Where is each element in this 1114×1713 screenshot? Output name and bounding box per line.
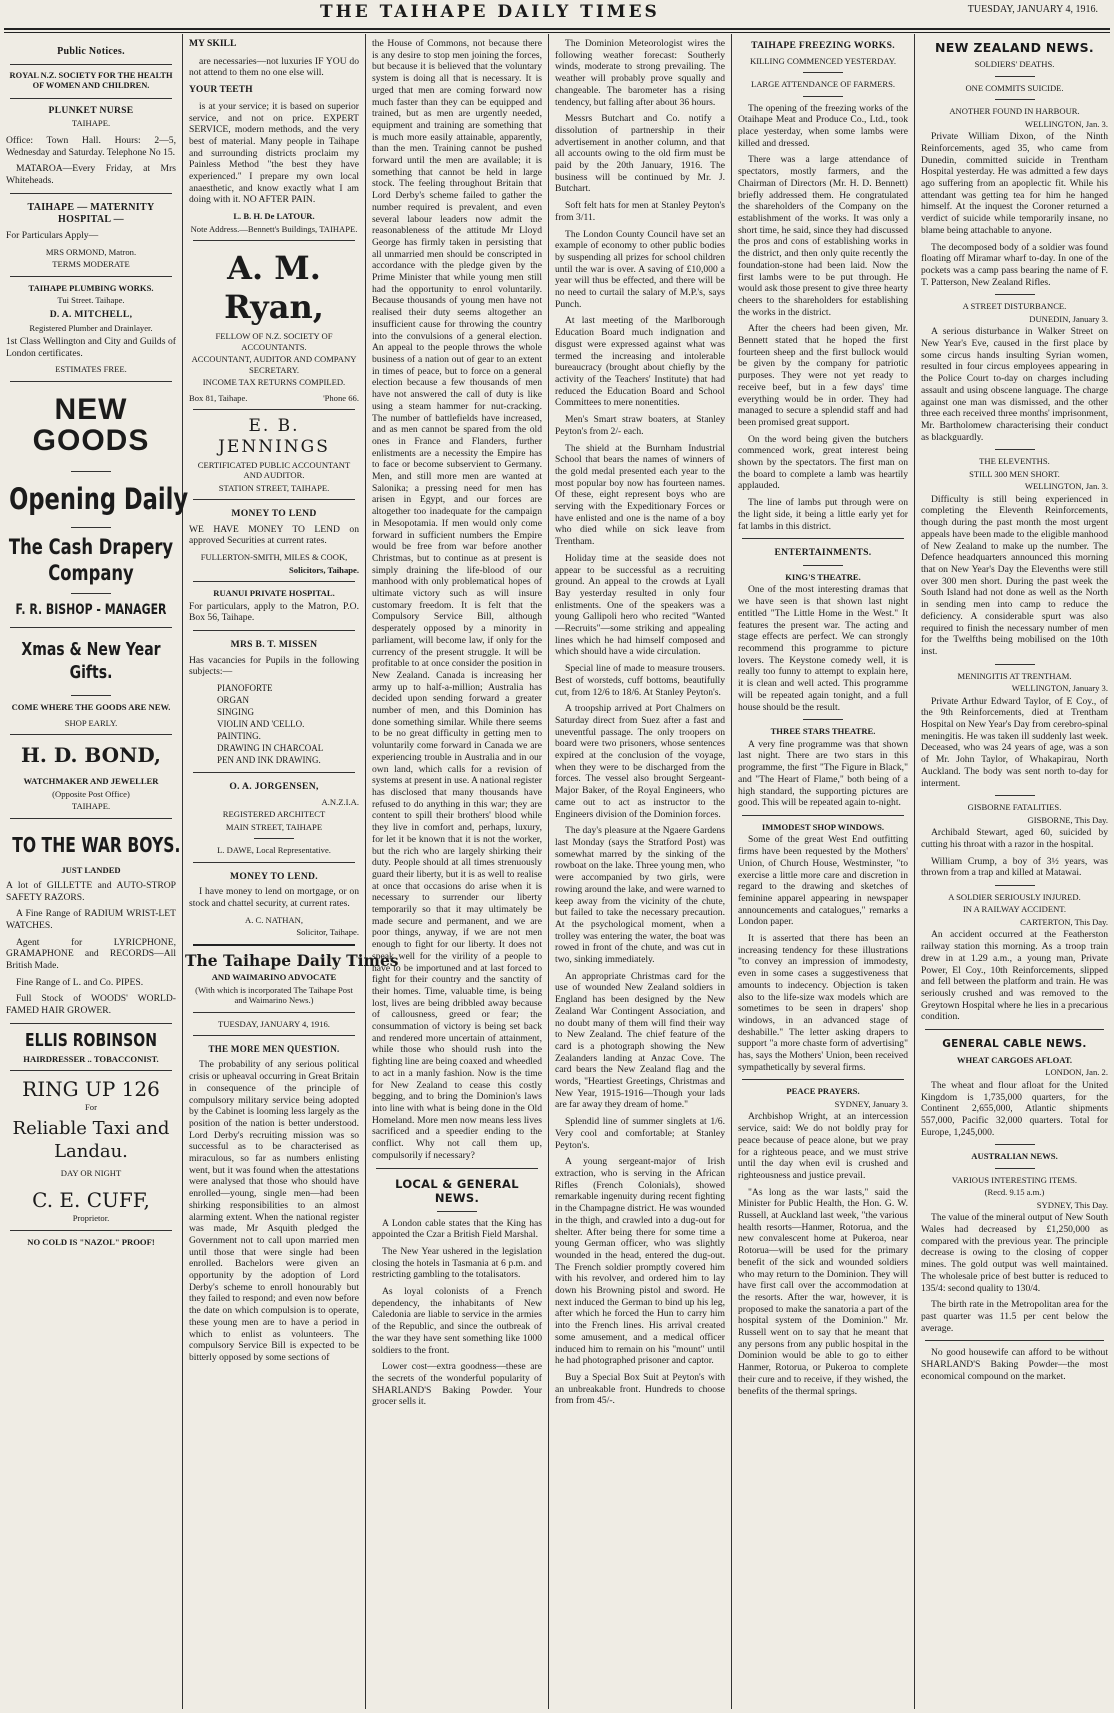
plumbing-registered: Registered Plumber and Drainlayer.	[29, 323, 153, 334]
subject-item: PIANOFORTE	[217, 683, 273, 694]
divider	[10, 1023, 172, 1024]
divider	[10, 818, 172, 819]
divider	[995, 664, 1035, 665]
subject-item: VIOLIN AND 'CELLO.	[217, 718, 305, 729]
teeth-heading: YOUR TEETH	[189, 84, 253, 96]
divider	[437, 1211, 477, 1212]
dateline: WELLINGTON, January 3.	[1011, 683, 1108, 694]
column-1	[6, 38, 189, 1709]
divider	[71, 471, 111, 472]
peace-body-2: "As long as the war lasts," said the Minister for Public Health, the Hon. G. W. Russell, at Auckland last week, "the various health resorts—Hanmer, Rotorua, and the new convalescent home at Pukeroa, near Rotorua—will be used for the primary benefit of the sick and wounded soldiers who may return to the Dominion. They will have first call over the accommodation at the resorts. After the war, however, it is proposed to make the sanatoria a part of the hospital system of the Dominion." Mr. Russell went on to say that he meant that any persons from any public hospital in the Dominion would be able to go to either Hanmer, Rotorua, or Pukeroa to complete their cure and to receive, if they wished, the benefits of the thermal springs.	[738, 1186, 908, 1397]
ryan-box: Box 81, Taihape.	[189, 392, 248, 403]
bond-location: (Opposite Post Office)	[52, 788, 130, 799]
divider	[995, 76, 1035, 77]
column-6	[921, 38, 1108, 1709]
dateline: WELLINGTON, Jan. 3.	[1024, 481, 1108, 492]
divider	[803, 565, 843, 566]
missen-body: Has vacancies for Pupils in the following subjects:—	[189, 654, 359, 678]
masthead	[0, 0, 1114, 30]
freezing-paragraph: The line of lambs put through were on the light side, it being a little early yet for fat lambs in this district.	[738, 497, 908, 532]
freezing-subheading-2: LARGE ATTENDANCE OF FARMERS.	[750, 79, 896, 90]
entertainments-heading: ENTERTAINMENTS.	[774, 547, 872, 559]
local-news-item: Lower cost—extra goodness—these are the secrets of the wonderful popularity of SHARLAND'S Baking Powder. Your grocer sells it.	[372, 1361, 542, 1408]
subject-item: ORGAN	[217, 695, 250, 706]
various-items-heading: VARIOUS INTERESTING ITEMS.	[951, 1174, 1078, 1185]
news-item: Soft felt hats for men at Stanley Peyton's from 3/11.	[555, 200, 725, 223]
ryan-role: ACCOUNTANT, AUDITOR AND COMPANY SECRETARY.	[191, 354, 357, 375]
plumbing-title: TAIHAPE PLUMBING WORKS.	[28, 282, 154, 293]
war-item-pipes: Fine Range of L. and Co. PIPES.	[16, 976, 144, 988]
latour-address: Note Address.—Bennett's Buildings, TAIHAPE.	[190, 223, 358, 234]
received-time: (Recd. 9.15 a.m.)	[984, 1187, 1045, 1198]
railway-accident-heading: IN A RAILWAY ACCIDENT.	[962, 904, 1067, 915]
dateline: CARTERTON, This Day.	[1020, 916, 1108, 927]
freezing-subheading: KILLING COMMENCED YESTERDAY.	[749, 55, 897, 66]
column-4	[555, 38, 725, 1709]
decomposed-paragraph: The decomposed body of a soldier was found floating off Miramar wharf to-day. In one of the pockets was a camp pass bearing the name of F. T. Patterson, New Zealand Rifles.	[921, 241, 1108, 288]
three-stars-body: A very fine programme was that shown last night. There are two stars in this programme, the first "The Figure in Black," and "The Heart of Flame," both being of a high standard, the supporting pictures are good. This will be repeated again to-night.	[738, 738, 908, 809]
news-item: The day's pleasure at the Ngaere Gardens last Monday (says the Stratford Post) was somewhat marred by the sinking of the rowboat on the lake. Three young men, who were accompanied by two girls, were rowing around the lake, and were warned to keep away from the vicinity of the chute, but failed to take the necessary precaution. At the psychological moment, when a trolley was entering the water, the boat was rowed in front of the chute, and was cut in two, sinking immediately.	[555, 825, 725, 966]
divider	[10, 1070, 172, 1071]
divider	[193, 240, 355, 241]
divider	[742, 538, 904, 539]
war-item-watches: A Fine Range of RADIUM WRIST-LET WATCHES.	[6, 908, 176, 931]
local-news-item: The New Year ushered in the legislation closing the hotels in Tasmania at 6 p.m. and restricting gambling to the totalisators.	[372, 1245, 542, 1281]
myskill-body: are necessaries—not luxuries IF YOU do not attend to them no one else will.	[189, 55, 359, 79]
dateline: SYDNEY, This Day.	[1036, 1199, 1108, 1210]
bond-trade: WATCHMAKER AND JEWELLER	[23, 776, 159, 787]
teeth-body: is at your service; it is based on superior service, and not on price. EXPERT SERVICE, modern methods, and the very best of material. Many people in Taihape and surrounding districts proclaim my Painless Method "the best they have experienced." I prepare my own local anaesthetic, and know exactly what I am doing with it. NO AFTER PAIN.	[189, 100, 359, 206]
soldier-injured-heading: A SOLDIER SERIOUSLY INJURED.	[948, 892, 1081, 902]
elevenths-heading: THE ELEVENTHS.	[979, 456, 1050, 467]
divider	[925, 1340, 1104, 1341]
divider	[995, 294, 1035, 295]
plunket-place: TAIHAPE.	[71, 118, 111, 129]
three-stars-heading: THREE STARS THEATRE.	[770, 726, 876, 737]
war-item-gramaphone: Agent for LYRICPHONE, GRAMAPHONE and RECORDS—All British Made.	[6, 936, 176, 972]
gisborne-paragraph-2: William Crump, a boy of 3½ years, was thrown from a trap and killed at Matawai.	[921, 855, 1108, 879]
australian-news-heading: AUSTRALIAN NEWS.	[971, 1151, 1058, 1162]
come-where-goods: COME WHERE THE GOODS ARE NEW.	[11, 701, 171, 712]
masthead-date: TUESDAY, JANUARY 4, 1916.	[967, 4, 1098, 15]
dateline: WELLINGTON, Jan. 3.	[1024, 118, 1108, 129]
news-item: An appropriate Christmas card for the use of wounded New Zealand soldiers in England has been designed by the New Zealand War Contingent Association, and no doubt many of them will find their way to New Zealand. The chief feature of the card is a photograph showing the New Zealanders landing at Anzac Cove. The card bears the New Zealand flag and the words, "Heartiest Greetings, Christmas and New Year, 1915-1916—Though your lads are far away they dream of home."	[555, 970, 725, 1111]
divider	[10, 64, 172, 65]
ring-up-heading: RING UP 126	[22, 1077, 160, 1102]
subject-item: SINGING	[217, 707, 254, 718]
immodest-body: Some of the great West End outfitting firms have been requested by the Mothers' Union, of Church House, Westminster, "to exercise a little more care and discretion in regard to the drawing and sketches of feminine apparel appearing in newspaper announcements and catalogues," remarks a London paper.	[738, 834, 908, 928]
maternity-matron: MRS ORMOND, Matron.	[45, 246, 137, 257]
still-short-heading: STILL 300 MEN SHORT.	[969, 468, 1060, 479]
freezing-heading: TAIHAPE FREEZING WORKS.	[751, 40, 895, 51]
divider	[193, 1035, 355, 1036]
bishop-manager: F. R. BISHOP - MANAGER	[15, 601, 167, 618]
divider	[995, 99, 1035, 100]
fullerton-role: Solicitors, Taihape.	[289, 564, 359, 575]
nathan-name: A. C. NATHAN,	[244, 914, 303, 925]
divider	[193, 630, 355, 631]
plumbing-street: Tui Street. Taihape.	[57, 295, 125, 306]
divider	[193, 1012, 355, 1013]
missen-name: MRS B. T. MISSEN	[230, 638, 318, 650]
divider	[742, 815, 904, 816]
masthead-title: THE TAIHAPE DAILY TIMES	[320, 2, 660, 22]
ellis-trade: HAIRDRESSER .. TOBACCONIST.	[23, 1053, 159, 1064]
jorgensen-role: REGISTERED ARCHITECT	[222, 809, 326, 820]
divider	[193, 944, 355, 946]
column-rule	[182, 34, 183, 1709]
plunket-body: Office: Town Hall. Hours: 2—5, Wednesday and Saturday. Telephone No 15.	[6, 134, 176, 158]
ruanui-heading: RUANUI PRIVATE HOSPITAL.	[213, 588, 335, 599]
divider	[193, 772, 355, 773]
money-to-lend-body-2: I have money to lend on mortgage, or on stock and chattel security, at current rates.	[189, 886, 359, 909]
nathan-role: Solicitor, Taihape.	[296, 927, 359, 938]
news-item: The London County Council have set an example of economy to other public bodies by suspending all prizes for school children until the war is over. A saving of £10,000 a year will thus be effected, and there will be no need to curtail the salary of M.P.'s, says Punch.	[555, 228, 725, 310]
news-item: Holiday time at the seaside does not appear to be successful as a recruiting ground. An appeal to the crowds at Lyall Bay yesterday resulted in only four enlistments. One of the speakers was a young Gallipoli hero who recited "Wanted—Recruits"—some striking and appealing lines which he had himself composed and which should have a wide circulation.	[555, 552, 725, 658]
jennings-name: E. B. JENNINGS	[218, 416, 330, 457]
divider	[71, 527, 111, 528]
soldiers-deaths-heading: SOLDIERS' DEATHS.	[974, 59, 1055, 70]
divider	[71, 593, 111, 594]
ryan-fellow: FELLOW OF N.Z. SOCIETY OF ACCOUNTANTS.	[215, 331, 333, 352]
dateline: LONDON, Jan. 2.	[1045, 1067, 1108, 1078]
news-item: The shield at the Burnham Industrial School that bears the names of winners of the gold medal presented each year to the most popular boy now has fourteen names. Of these, eight represent boys who are serving with the Expeditionary Forces or have enlisted and one is the name of a boy who died while on sick leave from Trentham.	[555, 442, 725, 548]
ryan-phone: 'Phone 66.	[323, 392, 359, 403]
masthead-rule	[4, 28, 1110, 33]
birth-rate-paragraph: The birth rate in the Metropolitan area for the past quarter was 11.5 per cent below the average.	[921, 1299, 1108, 1334]
jorgensen-address: MAIN STREET, TAIHAPE	[225, 821, 323, 832]
freezing-paragraph: On the word being given the butchers commenced work, great interest being shown by the spectators. The first man on the board to complete a lamb was heartily applauded.	[738, 433, 908, 492]
divider	[10, 627, 172, 628]
royal-society-notice: ROYAL N.Z. SOCIETY FOR THE HEALTH OF WOMEN AND CHILDREN.	[9, 71, 173, 91]
divider	[10, 98, 172, 99]
cash-drapery-heading: The Cash Drapery Company	[8, 535, 174, 586]
news-item: At last meeting of the Marlborough Education Board much indignation and disgust were expressed against what was termed the increasing and intolerable bureaucracy (brought about chiefly by the activity of the Teachers' Institute) that had reduced the Education Board and School Committees to mere nonentities.	[555, 315, 725, 409]
divider	[193, 581, 355, 582]
divider	[10, 734, 172, 735]
war-item-hair-grower: Full Stock of WOODS' WORLD-FAMED HAIR GROWER.	[6, 993, 176, 1017]
divider	[193, 499, 355, 500]
money-to-lend-heading: MONEY TO LEND	[231, 508, 317, 519]
elevenths-paragraph: Difficulty is still being experienced in completing the Eleventh Reinforcements, though during the past month the most urgent appeals have been made to the eligible manhood of New Zealand to make up the number. The Defence headquarters announced this morning that on New Year's Day the Elevenths were still over 300 men short. During the past week the South Island had not done as well as the North in sending men into camp to reduce the deficiency. A considerable spurt was also required to finish the necessary number of men for the Twelfths being mobilised on the 10th inst.	[921, 493, 1108, 657]
nazol-advert: NO COLD IS "NAZOL" PROOF!	[27, 1236, 155, 1247]
ellis-robinson-heading: ELLIS ROBINSON	[25, 1029, 157, 1051]
missen-subjects	[189, 683, 359, 766]
divider	[10, 193, 172, 194]
column-5	[738, 38, 908, 1709]
cuff-proprietor: Proprietor.	[72, 1213, 110, 1224]
divider	[193, 862, 355, 863]
divider	[995, 1144, 1035, 1145]
news-item: A troopship arrived at Port Chalmers on Saturday direct from Suez after a fast and uneventful passage. The only troopers on board were two prisoners, whose sentences expired at the conclusion of the voyage, when they were to be discharged from the forces. The vessel also brought Sergeant-Major Baker, of the Royal Engineers, who came out to act as instructor to the Engineers division of the Dominion forces.	[555, 703, 725, 820]
opening-daily-heading: Opening Daily	[9, 481, 189, 516]
latour-name: L. B. H. De LATOUR.	[233, 211, 315, 222]
subject-item: PAINTING.	[217, 730, 261, 741]
jennings-address: STATION STREET, TAIHAPE.	[218, 482, 330, 493]
divider	[254, 838, 294, 839]
just-landed: JUST LANDED	[61, 865, 121, 876]
jorgensen-name: O. A. JORGENSEN,	[229, 780, 319, 792]
divider	[10, 1230, 172, 1231]
immodest-heading: IMMODEST SHOP WINDOWS.	[761, 821, 885, 832]
taxi-heading: Reliable Taxi and Landau.	[12, 1117, 170, 1163]
xmas-gifts-heading: Xmas & New Year Gifts.	[21, 638, 161, 684]
news-item: A young sergeant-major of Irish extraction, who is serving in the African Rifles (French Colonials), showed remarkable ingenuity during recent fighting in the Champagne district. He was wounded in the thigh, and crawled into a dug-out for shelter. After being there for some time a young German officer, who was slightly wounded in the head, entered the dug-out. The French soldier promptly covered him with his revolver, and ordered him to lay down his Browning pistol and sword. He next induced the German to bind up his leg, after which he forced the Hun to carry him into the French lines. His arrival created some amusement, and a medical officer induced him to remain on his "mount" until he had photographed prisoner and captor.	[555, 1156, 725, 1367]
column-rule	[731, 34, 732, 1709]
myskill-heading: MY SKILL	[189, 38, 237, 49]
ryan-contact	[189, 393, 359, 403]
plumbing-certificates: 1st Class Wellington and City and Guilds of London certificates.	[6, 335, 176, 359]
maternity-terms: TERMS MODERATE	[52, 259, 130, 270]
more-men-body: The probability of any serious political crisis or upheaval occurring in Great Britain in consequence of the principle of compulsory military service being adopted by the Cabinet is looming less largely as the position of the nation is better understood. Lord Derby's recruiting mission was so successful as to be characterised as miraculous, so far as numbers enlisting went, but it was found when the attestations were analysed that those who should have enrolled—young, single men—had been shirking responsibilities to an almost alarming extent. When the national register was made, Mr Asquith pledged the Government not to call upon married men until those that were single had been enrolled. Bachelors were given an opportunity by the adoption of Lord Derby's scheme to enroll honourably but they failed to respond; and even now before the date on which compulsion is to operate, these young men are to have a period in which to enlist as volunteers. The compulsory Service Bill is expected to be bitterly opposed by some sections of	[189, 1059, 359, 1363]
more-men-heading: THE MORE MEN QUESTION.	[208, 1044, 340, 1055]
plumbing-name: D. A. MITCHELL,	[49, 308, 133, 320]
divider	[995, 1168, 1035, 1169]
divider	[995, 795, 1035, 796]
fullerton-firm: FULLERTON-SMITH, MILES & COOK,	[200, 552, 348, 563]
freezing-paragraph: The opening of the freezing works of the Otaihape Meat and Produce Co., Ltd., took place yesterday, when some lambs were killed and dressed.	[738, 102, 908, 149]
meningitis-paragraph: Private Arthur Edward Taylor, of E Coy., of the 9th Reinforcements, died at Trentham Hospital on New Year's Day from cerebro-spinal meningitis. He was taken ill suddenly last week. Deceased, who was 24 years of age, was a son of Mr. John Taylor, of Whakapirau, North Auckland. The body was sent north to-day for interment.	[921, 695, 1108, 789]
dateline: GISBORNE, This Day.	[1027, 814, 1108, 825]
jennings-role: CERTIFICATED PUBLIC ACCOUNTANT AND AUDITOR.	[197, 459, 351, 481]
column-3	[372, 38, 542, 1709]
peace-body: Archbishop Wright, at an intercession service, said: We do not boldly pray for peace because of peace alone, but we pray for a righteous peace, and we must strive until the day when evil is crushed and righteousness and justice prevail.	[738, 1111, 908, 1181]
nz-news-heading: NEW ZEALAND NEWS.	[935, 40, 1094, 55]
freezing-paragraph: There was a large attendance of spectators, mostly farmers, and the Chairman of Directors (Mr. H. D. Bennett) briefly addressed them. He congratulated the shareholders of the Company on the establishment of the works. It was only a short time, he said, since they had discussed the pros and cons of establishing works in the district, and then only quite recently the foundation-stone had been laid. Now the first lambs were to be put through. He would ask those present to give three hearty cheers to the shareholders for establishing the works in the district.	[738, 154, 908, 318]
public-notices-heading: Public Notices.	[57, 46, 125, 57]
bond-town: TAIHAPE.	[71, 801, 111, 812]
local-news-item: As loyal colonists of a French dependency, the inhabitants of New Caledonia are liable to service in the armies of the Republic, and since the outbreak of the war they have sent something like 1000 soldiers to the front.	[372, 1286, 542, 1356]
news-item: Buy a Special Box Suit at Peyton's with an unbreakable front. Hundreds to choose from from 45/-.	[555, 1371, 725, 1407]
divider	[803, 96, 843, 97]
local-news-item: A London cable states that the King has appointed the Czar a British Field Marshal.	[372, 1217, 542, 1241]
shop-early: SHOP EARLY.	[64, 718, 118, 728]
war-boys-heading: TO THE WAR BOYS.	[12, 832, 181, 857]
gisborne-paragraph: Archibald Stewart, aged 60, suicided by cutting his throat with a razor in the hospital.	[921, 827, 1108, 850]
paper-date: TUESDAY, JANUARY 4, 1916.	[218, 1018, 330, 1029]
gisborne-heading: GISBORNE FATALITIES.	[967, 802, 1062, 813]
ruanui-body: For particulars, apply to the Matron, P.O. Box 56, Taihape.	[189, 600, 359, 624]
column-2	[185, 38, 399, 1709]
subject-item: DRAWING IN CHARCOAL	[217, 742, 324, 753]
dixon-paragraph: Private William Dixon, of the Ninth Reinforcements, aged 35, who came from Dunedin, committed suicide in Trentham Hospital yesterday. He was admitted a few days ago suffering from an apoplectic fit. While his attendant was getting tea for him he hanged himself. At the inquest the Coroner returned a verdict of suicide while temporarily insane, no blame being attachable to anyone.	[921, 131, 1108, 236]
divider	[995, 449, 1035, 450]
divider	[742, 1079, 904, 1080]
news-item: Men's Smart straw boaters, at Stanley Peyton's from 2/- each.	[555, 414, 725, 437]
new-goods-heading: NEW GOODS	[32, 392, 150, 458]
meningitis-heading: MENINGITIS AT TRENTHAM.	[957, 670, 1072, 681]
plunket-title: PLUNKET NURSE	[48, 104, 134, 116]
news-item: Messrs Butchart and Co. notify a dissolution of partnership in their advertisement in another column, and that all accounts owing to the old firm must be paid by the 20th January, 1916. The business will be continued by Mr. J. Butchart.	[555, 113, 725, 195]
maternity-apply: For Particulars Apply—	[6, 230, 99, 242]
editorial-continued: the House of Commons, not because there is any desire to stop men joining the forces, but because it is believed that the voluntary system is doing all that is necessary. It is urged that men are coming forward now much faster than they can be equipped and trained, but as men are urgently needed, equipment and training are something that is much more easily attainable, apparently, than the men. Training cannot be pushed forward until the men are available; it is something that cannot be held in large stock. The feeling throughout Britain that Lord Derby's scheme failed to gather the number required is prevalent, and even several labour leaders now admit the reasonableness of the attitude Mr Lloyd George has firmly taken in persisting that all unmarried men should be conscripted in accordance with the pledge given by the Prime Minister that while young men still had the opportunity to enrol voluntarily. Because thousands of young men have not realised their duty seems altogether an insufficient cause for throwing the country into the convulsions of a general election. An appeal to the people throws the whole business of a nation out of gear to an extent in times of peace, but to force on a general election because a few thousands of men have not answered the call of duty is like using a steam hammer for nut-cracking. The number of battlefields have increased, and as men cannot be spared from the old ones in France and Flanders, further enlistments are a necessity the Empire has to face or become subservient to Germany. Men, and still more men are wanted at Salonika; a pressing need for men has arisen in Egypt, and our forces are altogether too inadequate for the campaign in Mesopotamia. If men would only come forward in sufficient numbers the Empire would be free from war before another Christmas, but to continue as at present is simply draining the life-blood of our manhood with only problematical hopes of ultimate victory such as will insure customary freedom. It is felt that the Compulsory Service Bill, although desperately opposed by a minority in parliament, will become law, if only for the currency of the present struggle. It will be profitable to at once consider the position in New Zealand. Canada is increasing her army up to half-a-million; Australia has decided upon sending forward a greater number of men, and this Dominion has done something similar. While there seems to be no great difficulty in getting men to voluntarily come forward in Canada we are experiencing trouble in Australia and in our own land, which calls for a revision of systems at present in use. A national register has disclosed that many thousands have refused to do anything in this war; they are content to spill their brothers' blood while they live in comfort and, perhaps, luxury, for let it be known that it is not the worker, but the rich who are largely shirking their duty. People should at all times strenuously guard their liberty, but it is as well to realise at once that occasions do arise when it is necessary to surrender our liberty temporarily so that it may ultimately be made secure and permanent, and we are poor things, anyway, if we are not men enough to fight for our liberty. It does not speak well for the virility of a people to have to be importuned and at last forced to fight for their country and the sanctity of their homes. Time, valuable time, is being lost, lives are being dribbled away because of callousness, greed or fear; the consummation of victory is being set back and rendered more uncertain of attainment, while those who should rush into the fighting line are being coaxed and wheedled to act in a manly fashion. Now is the time for New Zealand to cease this costly begging, and to bring the Dominion's laws into line with what is being done in the Old Homeland. More men now means less lives sacrificed and a speedier ending to the conflict. Why not call them up, compulsorily if necessary?	[372, 38, 542, 1161]
subject-item: PEN AND INK DRAWING.	[217, 754, 321, 765]
column-rule	[914, 34, 915, 1709]
kings-theatre-body: One of the most interesting dramas that we have seen is that shown last night entitled "The Little Home in the West." It features the present war. The acting and stage effects are perfect. We can strongly recommend this programme to picture lovers. The Keystone comedy well, it is really too funny to attempt to explain here, it is clean and well acted. This programme will be repeated again tonight, and a full house should be the result.	[738, 584, 908, 713]
money-to-lend-heading-2: MONEY TO LEND.	[230, 870, 318, 882]
mineral-paragraph: The value of the mineral output of New South Wales had decreased by £1,250,000 as compared with the previous year. The principle decrease is owing to the closing of copper mines. The gold output was well maintained. The wholesale price of best butter is reduced to 135/4: second quality to 130/4.	[921, 1212, 1108, 1294]
plumbing-estimates: ESTIMATES FREE.	[55, 364, 127, 375]
cable-news-heading: GENERAL CABLE NEWS.	[942, 1038, 1087, 1051]
wheat-paragraph: The wheat and flour afloat for the United Kingdom is 1,735,000 quarters, for the Continent 2,655,000, Atlantic shipments 557,000, Pacific 32,000 quarters. Total for Europe, 1,245,000.	[921, 1079, 1108, 1138]
local-general-heading: LOCAL & GENERAL NEWS.	[395, 1176, 519, 1205]
dunedin-paragraph: A serious disturbance in Walker Street on New Year's Eve, caused in the first place by some circus hands insulting Syrian women, resulted in four circus employees appearing in the Police Court to-day on charges including assault and using obscene language. The charge against one man was dismissed, and the other three each received three months' imprisonment, Mr. Bartholomew characterising their conduct as blackguardly.	[921, 326, 1108, 443]
ryan-name: A. M. Ryan,	[224, 249, 324, 327]
divider	[193, 409, 355, 410]
wheat-heading: WHEAT CARGOES AFLOAT.	[956, 1054, 1073, 1065]
news-item: The Dominion Meteorologist wires the following weather forecast: Southerly winds, moderate to strong prevailing. The weather will probably prove squally and changeable. The barometer has a rising tendency, but falling after about 36 hours.	[555, 38, 725, 108]
money-to-lend-body: WE HAVE MONEY TO LEND on approved Securities at current rates.	[189, 523, 359, 547]
divider	[10, 276, 172, 277]
day-or-night: DAY OR NIGHT	[60, 1167, 122, 1178]
suicide-heading: ONE COMMITS SUICIDE.	[965, 82, 1064, 93]
carterton-paragraph: An accident occurred at the Featherston railway station this morning. As a troop train drew in at 1.29 a.m., a young man, Private Power, El Coy., 10th Reinforcements, slipped and fell between the platform and train. He was seriously crushed and was removed to the Greytown Hospital where he lies in a precarious condition.	[921, 929, 1108, 1023]
ryan-tax: INCOME TAX RETURNS COMPILED.	[202, 377, 346, 388]
kings-theatre-heading: KING'S THEATRE.	[785, 571, 861, 582]
news-item: Splendid line of summer singlets at 1/6. Very cool and comfortable; at Stanley Peyton's.	[555, 1116, 725, 1151]
divider	[803, 72, 843, 73]
jorgensen-qualification: A.N.Z.I.A.	[321, 796, 359, 807]
divider	[376, 1168, 538, 1169]
divider	[10, 381, 172, 382]
housewife-paragraph: No good housewife can afford to be without SHARLAND'S Baking Powder—the most economical compound on the market.	[921, 1347, 1108, 1382]
dawe-representative: L. DAWE, Local Representative.	[217, 845, 331, 856]
divider	[803, 719, 843, 720]
column-rule	[365, 34, 366, 1709]
news-item: Special line of made to measure trousers. Best of worsteds, cuff bottoms, beautifully cut, from 12/6 to 18/6. At Stanley Peyton's.	[555, 663, 725, 698]
freezing-paragraph: After the cheers had been given, Mr. Bennett stated that he hoped the first fourteen sheep and the first bullock would be given by the company for patriotic purposes. They were not yet ready to receive beef, but in a few days' time everything would be in order. They had managed to secure a splendid staff and had been promised great support.	[738, 323, 908, 428]
maternity-title: TAIHAPE — MATERNITY HOSPITAL —	[27, 201, 155, 225]
paper-incorporated: (With which is incorporated The Taihape Post and Waimarino News.)	[195, 984, 353, 1006]
war-item-razors: A lot of GILLETTE and AUTO-STROP SAFETY RAZORS.	[6, 879, 176, 903]
ring-for: For	[85, 1102, 97, 1113]
dateline: DUNEDIN, January 3.	[1029, 313, 1108, 324]
column-rule	[548, 34, 549, 1709]
immodest-body-2: It is asserted that there has been an increasing tendency for these illustrations "to convey an impression of immodesty, even in some cases a suggestiveness that amounts to indecency. Objection is taken also to the life-size wax models which are sometimes to be seen in drapers' shop windows, in an advanced stage of deshabille." The letter asking drapers to support "a more chaste form of advertising" has, says the Mothers' Union, been received sympathetically by several firms.	[738, 933, 908, 1073]
peace-prayers-heading: PEACE PRAYERS.	[786, 1086, 860, 1097]
divider	[925, 1029, 1104, 1030]
plunket-mataroa: MATAROA—Every Friday, at Mrs Whiteheads.	[6, 163, 176, 186]
peace-dateline: SYDNEY, January 3.	[834, 1098, 908, 1109]
cuff-name: C. E. CUFF,	[32, 1188, 150, 1213]
street-disturbance-heading: A STREET DISTURBANCE.	[962, 301, 1067, 312]
bond-name: H. D. BOND,	[21, 743, 161, 768]
paper-subtitle: AND WAIMARINO ADVOCATE	[211, 972, 337, 983]
divider	[71, 695, 111, 696]
harbour-heading: ANOTHER FOUND IN HARBOUR.	[949, 106, 1080, 117]
divider	[995, 885, 1035, 886]
paper-title: The Taihape Daily Times	[185, 950, 399, 970]
